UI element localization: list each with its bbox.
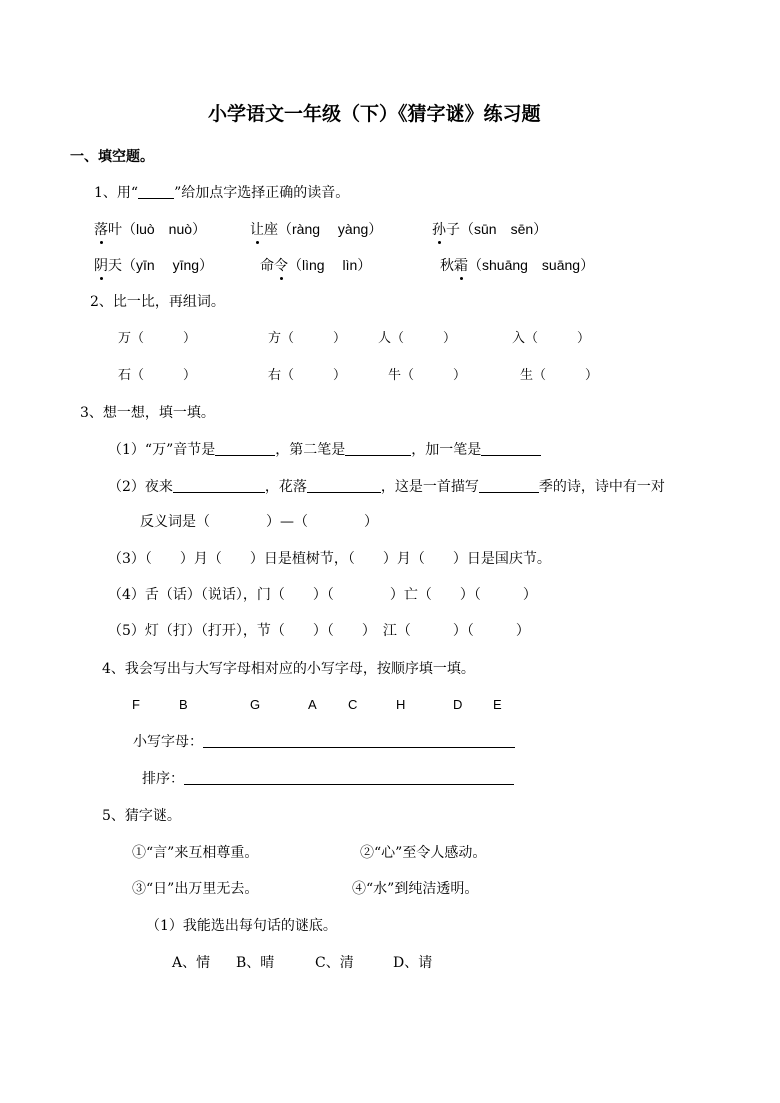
q3-line-6: （5）灯（打）（打开），节（ ）（ ） 江（ ）（ ）: [108, 623, 530, 639]
page-title: 小学语文一年级（下）《猜字谜》练习题: [208, 103, 541, 125]
q3-line-4: （3）（ ）月（ ）日是植树节，（ ）月（ ）日是国庆节。: [108, 551, 551, 567]
compare-word-cell: 万（ ）: [118, 331, 197, 346]
answer-blank[interactable]: [481, 441, 541, 456]
answer-blank[interactable]: [479, 478, 539, 493]
pinyin-item-6: 秋霜（shuāng suāng）: [440, 257, 595, 274]
compare-word-cell: 石（ ）: [118, 368, 197, 383]
answer-blank[interactable]: [215, 441, 275, 456]
question-5-label: 5、猜字谜。: [102, 808, 181, 824]
compare-word-cell: 人（ ）: [378, 331, 457, 346]
riddle-3: ③“日”出万里无去。: [132, 881, 259, 897]
compare-word-cell: 右（ ）: [268, 368, 347, 383]
dotted-char: 让: [250, 222, 264, 238]
compare-word-cell: 方（ ）: [268, 331, 347, 346]
question-2-label: 2、比一比，再组词。: [90, 294, 225, 310]
dotted-char: 落: [94, 222, 108, 238]
dotted-char: 孙: [432, 222, 446, 238]
pinyin-item-4: 阴天（yīn yīng）: [94, 257, 214, 274]
answer-blank[interactable]: [138, 184, 174, 199]
answer-option[interactable]: C、清: [315, 955, 354, 971]
answer-option[interactable]: D、请: [393, 955, 433, 971]
compare-word-cell: 入（ ）: [512, 331, 591, 346]
compare-word-cell: 生（ ）: [520, 368, 599, 383]
pinyin-item-1: 落叶（luò nuò）: [94, 221, 207, 238]
answer-blank[interactable]: [173, 478, 265, 493]
answer-option[interactable]: B、晴: [236, 955, 275, 971]
letter: B: [179, 697, 188, 712]
riddle-2: ②“心”至令人感动。: [360, 845, 487, 861]
compare-word-cell: 牛（ ）: [388, 368, 467, 383]
letter: E: [493, 697, 502, 712]
letter: A: [308, 697, 317, 712]
letter: G: [250, 697, 261, 712]
answer-blank[interactable]: [345, 441, 411, 456]
pinyin-item-5: 命令（lìng lìn）: [260, 257, 372, 274]
order-row: 排序：: [142, 769, 514, 789]
q3-line-1: （1）“万”音节是 ，第二笔是 ，加一笔是: [108, 440, 541, 460]
answer-option[interactable]: A、情: [172, 955, 211, 971]
pinyin-item-2: 让座（ràng yàng）: [250, 221, 383, 238]
dotted-char: 霜: [454, 258, 468, 274]
riddle-1: ①“言”来互相尊重。: [132, 845, 259, 861]
dotted-char: 令: [274, 258, 288, 274]
letter: C: [348, 697, 358, 712]
pinyin-item-3: 孙子（sūn sēn）: [432, 221, 548, 238]
question-4-label: 4、我会写出与大写字母相对应的小写字母，按顺序填一填。: [102, 661, 475, 677]
letter: H: [396, 697, 406, 712]
q5-sub-1: （1）我能选出每句话的谜底。: [146, 918, 337, 934]
q3-line-5: （4）舌（话）（说话），门（ ）（ ）亡（ ）（ ）: [108, 587, 537, 603]
answer-blank[interactable]: [307, 478, 381, 493]
dotted-char: 阴: [94, 258, 108, 274]
letter: D: [453, 697, 463, 712]
question-3-label: 3、想一想，填一填。: [80, 405, 215, 421]
order-answer-line[interactable]: [184, 770, 514, 785]
riddle-4: ④“水”到纯洁透明。: [352, 881, 479, 897]
q3-line-3: 反义词是（ ）—（ ）: [140, 514, 378, 530]
q3-line-2: （2）夜来 ，花落 ，这是一首描写 季的诗，诗中有一对: [108, 479, 665, 495]
letter: F: [132, 697, 140, 712]
section-heading-fill-blank: 一、填空题。: [70, 149, 154, 165]
lowercase-answer-line[interactable]: [203, 733, 515, 748]
lowercase-row: 小写字母：: [133, 732, 515, 752]
question-1-label: 1、用“ ”给加点字选择正确的读音。: [94, 185, 350, 201]
